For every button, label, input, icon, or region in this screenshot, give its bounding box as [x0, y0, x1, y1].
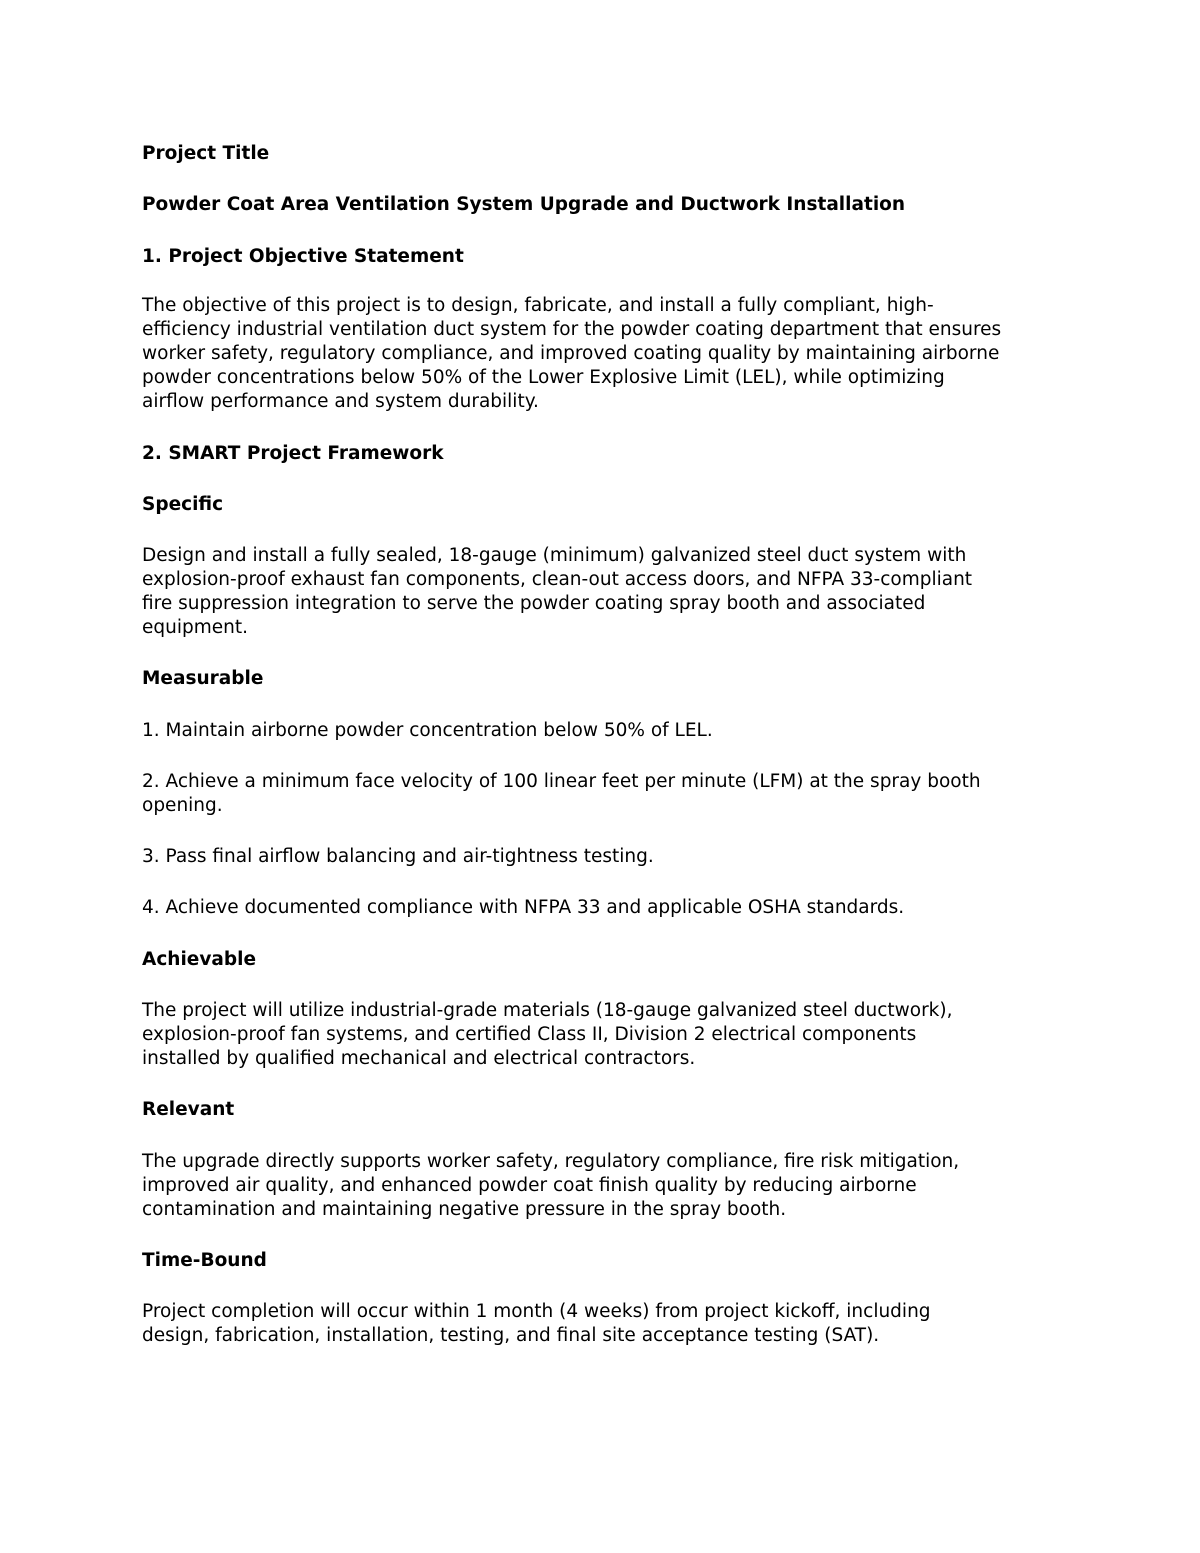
timebound-paragraph [142, 1300, 1072, 1348]
achievable-line: installed by qualified mechanical and electrical contractors. [142, 1048, 696, 1069]
specific-line: explosion-proof exhaust fan components, clean-out access doors, and NFPA 33-compliant [142, 569, 973, 590]
specific-line: equipment. [142, 617, 248, 638]
relevant-paragraph [142, 1150, 1072, 1222]
measurable-item-line: opening. [142, 795, 223, 816]
measurable-item-3: 3. Pass final airflow balancing and air-tightness testing. [142, 846, 654, 867]
measurable-item-1: 1. Maintain airborne powder concentration below 50% of LEL. [142, 720, 713, 741]
specific-line: Design and install a fully sealed, 18-gauge (minimum) galvanized steel duct system with [142, 545, 967, 566]
specific-line: fire suppression integration to serve the powder coating spray booth and associated [142, 593, 926, 614]
objective-line: airflow performance and system durability. [142, 391, 539, 412]
achievable-line: The project will utilize industrial-grade materials (18-gauge galvanized steel ductwork), [142, 1000, 953, 1021]
objective-line: worker safety, regulatory compliance, and improved coating quality by maintaining airborne [142, 343, 1000, 364]
document-page [142, 140, 1072, 1348]
objective-line: The objective of this project is to design, fabricate, and install a fully compliant, high- [142, 295, 934, 316]
objective-heading: 1. Project Objective Statement [142, 246, 464, 267]
achievable-line: explosion-proof fan systems, and certified Class II, Division 2 electrical components [142, 1024, 917, 1045]
timebound-heading: Time-Bound [142, 1250, 267, 1271]
timebound-line: design, fabrication, installation, testing, and final site acceptance testing (SAT). [142, 1325, 880, 1346]
relevant-line: improved air quality, and enhanced powder coat finish quality by reducing airborne [142, 1175, 917, 1196]
timebound-line: Project completion will occur within 1 month (4 weeks) from project kickoff, including [142, 1301, 931, 1322]
relevant-line: contamination and maintaining negative pressure in the spray booth. [142, 1199, 787, 1220]
project-title: Powder Coat Area Ventilation System Upgrade and Ductwork Installation [142, 194, 906, 215]
objective-line: powder concentrations below 50% of the Lower Explosive Limit (LEL), while optimizing [142, 367, 945, 388]
measurable-item-line: 2. Achieve a minimum face velocity of 100 linear feet per minute (LFM) at the spray booth [142, 771, 981, 792]
smart-heading: 2. SMART Project Framework [142, 443, 444, 464]
measurable-item-4: 4. Achieve documented compliance with NFPA 33 and applicable OSHA standards. [142, 897, 905, 918]
relevant-heading: Relevant [142, 1099, 235, 1120]
specific-heading: Specific [142, 494, 224, 515]
specific-paragraph [142, 544, 1072, 640]
project-title-heading: Project Title [142, 143, 270, 164]
measurable-item-2 [142, 770, 1072, 818]
objective-paragraph [142, 294, 1072, 414]
relevant-line: The upgrade directly supports worker safety, regulatory compliance, fire risk mitigation, [142, 1151, 960, 1172]
achievable-heading: Achievable [142, 949, 257, 970]
measurable-heading: Measurable [142, 668, 264, 689]
achievable-paragraph [142, 999, 1072, 1071]
objective-line: efficiency industrial ventilation duct system for the powder coating department that ensures [142, 319, 1002, 340]
